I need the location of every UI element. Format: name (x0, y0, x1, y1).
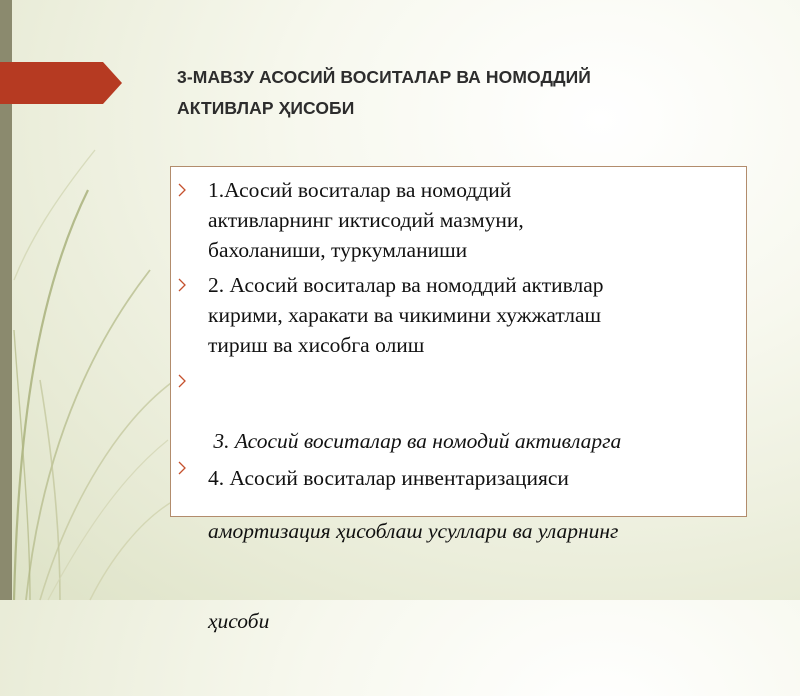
item-4-line-1: 4. Асосий воситалар инвентаризацияси (208, 466, 569, 490)
wingdings-arrow-bullet-icon (178, 183, 186, 197)
wingdings-arrow-bullet-icon (178, 374, 186, 388)
item-3-line-2: амортизация ҳисоблаш усуллари ва уларнинг (208, 519, 619, 543)
slide-title-line-1: 3-МАВЗУ АСОСИЙ ВОСИТАЛАР ВА НОМОДДИЙ (177, 67, 591, 87)
item-1-line-1: 1.Асосий воситалар ва номоддий (208, 178, 512, 202)
item-1-line-3: бахоланиши, туркумланиши (208, 238, 468, 262)
slide-title (177, 62, 737, 124)
content-box (170, 166, 747, 633)
wingdings-arrow-bullet-icon (178, 461, 186, 475)
item-2-line-3: тириш ва хисобга олиш (208, 333, 425, 357)
wingdings-arrow-bullet-icon (178, 278, 186, 292)
item-2-line-1: 2. Асосий воситалар ва номоддий активлар (208, 273, 604, 297)
slide-title-line-2: АКТИВЛАР ҲИСОБИ (177, 98, 355, 118)
item-2-line-2: кирими, харакати ва чикимини хужжатлаш (208, 303, 602, 327)
red-arrow-tab-icon (0, 62, 122, 104)
item-3-line-3: ҳисоби (208, 609, 270, 633)
item-3-line-1: 3. Асосий воситалар ва номодий активларга (208, 429, 622, 453)
item-1-line-2: активларнинг иктисодий мазмуни, (208, 208, 524, 232)
